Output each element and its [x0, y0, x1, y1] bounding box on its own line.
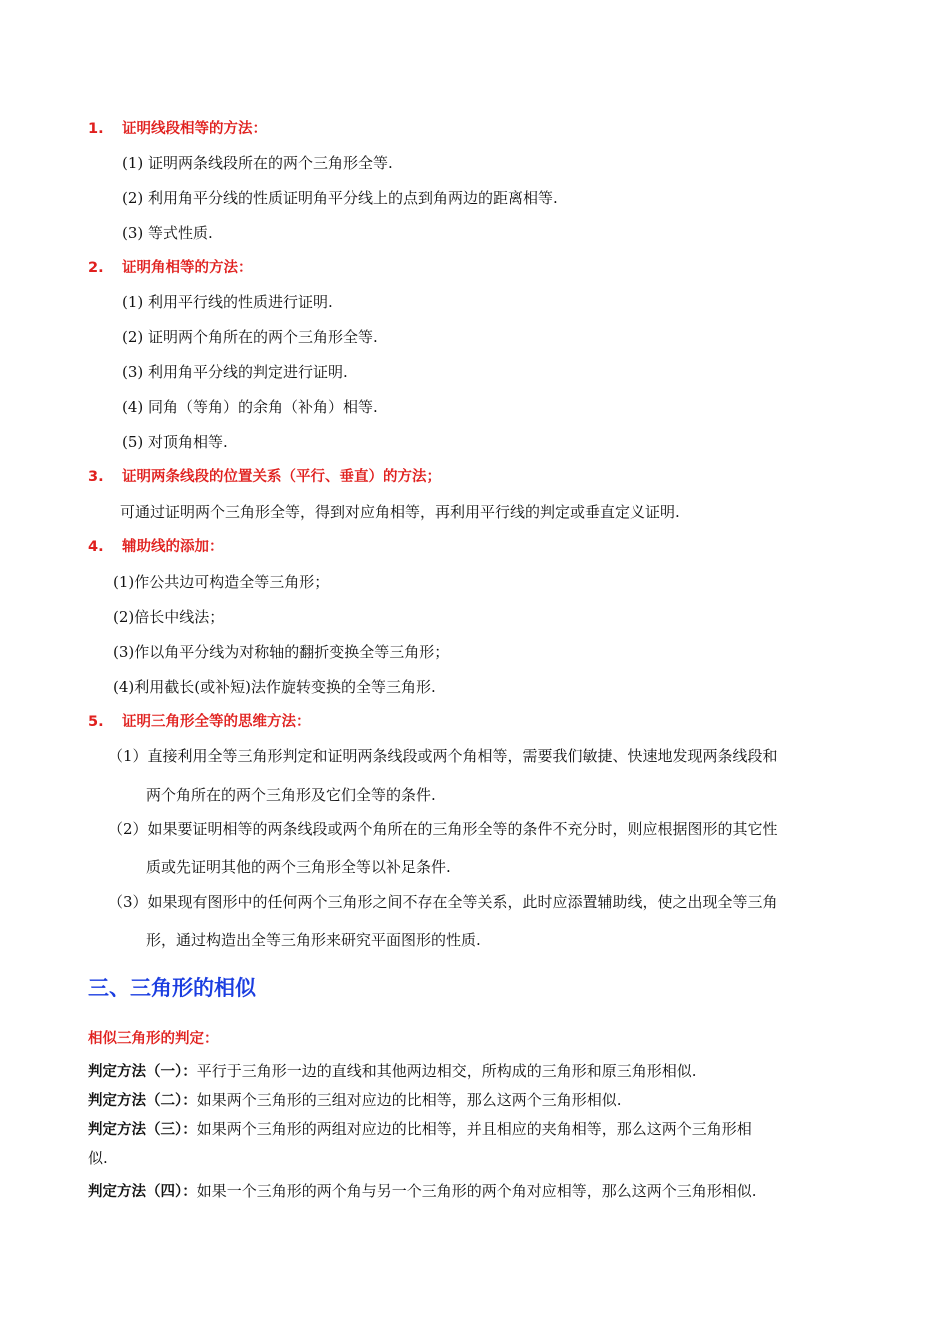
section-4-title: 辅助线的添加：	[122, 539, 224, 555]
method-3-label: 判定方法（三）：	[88, 1122, 197, 1138]
section-2-number: 2.	[88, 260, 104, 276]
section-5-item-2-line-1: （2）如果要证明相等的两条线段或两个角所在的三角形全等的条件不充分时，则应根据图形的其它性	[108, 820, 778, 838]
section-1-heading	[88, 119, 267, 139]
section-1-number: 1.	[88, 121, 104, 137]
section-3-title: 证明两条线段的位置关系（平行、垂直）的方法；	[122, 469, 441, 485]
method-4-label: 判定方法（四）：	[88, 1184, 197, 1200]
section-4-heading	[88, 537, 224, 557]
section-5-heading	[88, 712, 311, 732]
section-1-item-1: (1) 证明两条线段所在的两个三角形全等.	[122, 154, 393, 172]
method-1	[88, 1061, 697, 1082]
method-2-label: 判定方法（二）：	[88, 1093, 197, 1109]
section-2-item-1: (1) 利用平行线的性质进行证明.	[122, 293, 333, 311]
method-4-text: 如果一个三角形的两个角与另一个三角形的两个角对应相等，那么这两个三角形相似.	[196, 1182, 757, 1200]
method-3	[88, 1119, 752, 1140]
section-2-heading	[88, 258, 253, 278]
section-2-item-3: (3) 利用角平分线的判定进行证明.	[122, 363, 348, 381]
part-3-subheading: 相似三角形的判定：	[88, 1031, 219, 1047]
section-3-number: 3.	[88, 469, 104, 485]
section-4-item-4: (4)利用截长(或补短)法作旋转变换的全等三角形.	[113, 678, 436, 696]
section-3-text: 可通过证明两个三角形全等，得到对应角相等，再利用平行线的判定或垂直定义证明.	[120, 503, 680, 521]
section-4-number: 4.	[88, 539, 104, 555]
section-5-item-3-line-2: 形，通过构造出全等三角形来研究平面图形的性质.	[146, 931, 481, 949]
section-1-item-3: (3) 等式性质.	[122, 224, 213, 242]
section-5-title: 证明三角形全等的思维方法：	[122, 714, 311, 730]
section-2-title: 证明角相等的方法：	[122, 260, 253, 276]
section-2-item-4: (4) 同角（等角）的余角（补角）相等.	[122, 398, 378, 416]
part-3-heading: 三、三角形的相似	[88, 976, 256, 1000]
method-2	[88, 1090, 622, 1111]
section-5-item-1-line-2: 两个角所在的两个三角形及它们全等的条件.	[146, 786, 436, 804]
method-3-continued: 似.	[88, 1149, 108, 1167]
section-5-item-1-line-1: （1）直接利用全等三角形判定和证明两条线段或两个角相等，需要我们敏捷、快速地发现两条线段和	[108, 747, 778, 765]
section-5-item-2-line-2: 质或先证明其他的两个三角形全等以补足条件.	[146, 858, 451, 876]
section-1-title: 证明线段相等的方法：	[122, 121, 267, 137]
method-1-text: 平行于三角形一边的直线和其他两边相交，所构成的三角形和原三角形相似.	[196, 1062, 697, 1080]
section-5-number: 5.	[88, 714, 104, 730]
section-4-item-2: (2)倍长中线法；	[113, 608, 225, 626]
section-4-item-3: (3)作以角平分线为对称轴的翻折变换全等三角形；	[113, 643, 450, 661]
method-3-text: 如果两个三角形的两组对应边的比相等，并且相应的夹角相等，那么这两个三角形相	[196, 1120, 752, 1138]
section-4-item-1: (1)作公共边可构造全等三角形；	[113, 573, 330, 591]
section-5-item-3-line-1: （3）如果现有图形中的任何两个三角形之间不存在全等关系，此时应添置辅助线，使之出现全等三角	[108, 893, 778, 911]
section-2-item-5: (5) 对顶角相等.	[122, 433, 228, 451]
method-2-text: 如果两个三角形的三组对应边的比相等，那么这两个三角形相似.	[196, 1091, 622, 1109]
section-3-heading	[88, 467, 441, 487]
section-1-item-2: (2) 利用角平分线的性质证明角平分线上的点到角两边的距离相等.	[122, 189, 558, 207]
method-1-label: 判定方法（一）：	[88, 1064, 197, 1080]
section-2-item-2: (2) 证明两个角所在的两个三角形全等.	[122, 328, 378, 346]
method-4	[88, 1181, 757, 1202]
